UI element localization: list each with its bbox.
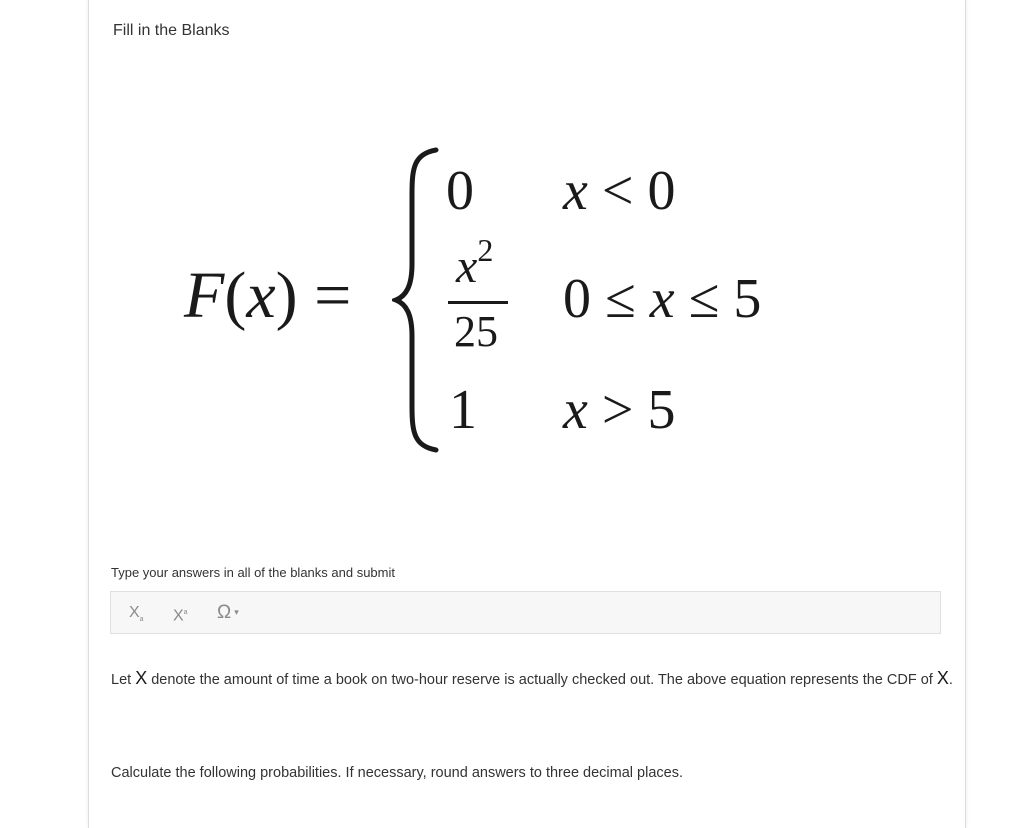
case-3-value: 1 <box>449 379 477 441</box>
fraction-numerator <box>456 232 494 293</box>
equals-sign: = <box>314 259 352 332</box>
left-brace <box>392 146 442 454</box>
case-1-value: 0 <box>446 160 474 222</box>
equation-lhs: F(x) = <box>184 259 352 332</box>
random-variable-x-2: X <box>936 668 949 688</box>
case-3-condition <box>563 379 676 441</box>
lhs-function-name: F <box>184 259 225 332</box>
case-1-condition-var: x <box>563 160 588 222</box>
fraction-denominator: 25 <box>454 307 498 356</box>
numerator-var: x <box>456 240 478 293</box>
lhs-variable: x <box>246 259 276 332</box>
omega-icon: Ω <box>217 602 232 623</box>
subscript-button[interactable] <box>129 600 144 626</box>
p1-text-start: Let <box>111 672 136 688</box>
case-2-condition <box>563 268 762 330</box>
editor-toolbar <box>110 591 941 634</box>
special-characters-button[interactable] <box>217 600 239 626</box>
case-2-condition-var: x <box>649 268 675 330</box>
p1-text-end: . <box>948 672 953 688</box>
numerator-exponent: 2 <box>477 232 494 268</box>
subscript-icon: X <box>129 604 140 621</box>
subscript-mark: a <box>139 616 144 624</box>
instructions-text: Type your answers in all of the blanks and submit <box>111 565 395 580</box>
superscript-icon: X <box>173 607 184 625</box>
chevron-down-icon: ▾ <box>234 607 239 617</box>
problem-instruction: Calculate the following probabilities. If necessary, round answers to three decimal places. <box>111 765 683 781</box>
case-1-condition <box>563 160 676 222</box>
superscript-button[interactable] <box>173 600 188 626</box>
random-variable-x: X <box>135 668 148 688</box>
case-2-condition-rest: ≤ 5 <box>674 268 762 330</box>
case-2-condition-pre: 0 ≤ <box>563 268 650 330</box>
case-2-fraction <box>444 232 514 358</box>
section-title: Fill in the Blanks <box>113 22 230 39</box>
p1-text-middle: denote the amount of time a book on two-hour reserve is actually checked out. The above equation represents the CDF of <box>147 672 937 688</box>
superscript-mark: a <box>183 609 188 616</box>
fraction-bar <box>448 301 508 304</box>
case-1-condition-rest: < 0 <box>587 160 676 222</box>
problem-description <box>111 668 953 689</box>
case-3-condition-var: x <box>563 379 588 441</box>
case-3-condition-rest: > 5 <box>587 379 676 441</box>
